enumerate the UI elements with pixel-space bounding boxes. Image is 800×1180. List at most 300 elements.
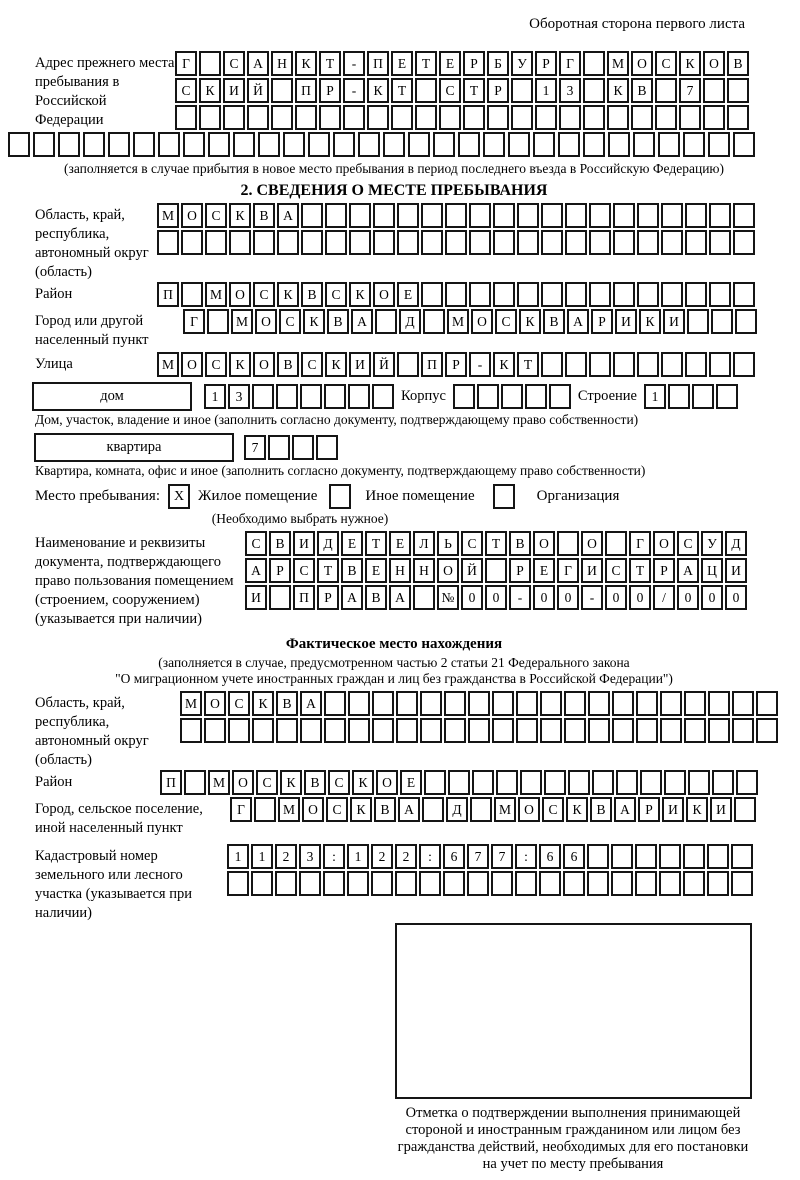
- char-box[interactable]: [421, 203, 443, 228]
- char-box[interactable]: [8, 132, 30, 157]
- char-box[interactable]: [588, 718, 610, 743]
- char-box[interactable]: [493, 230, 515, 255]
- char-box[interactable]: [736, 770, 758, 795]
- char-box[interactable]: А: [614, 797, 636, 822]
- char-box[interactable]: [727, 105, 749, 130]
- char-box[interactable]: О: [302, 797, 324, 822]
- char-box[interactable]: [324, 718, 346, 743]
- char-box[interactable]: [358, 132, 380, 157]
- char-box[interactable]: [563, 871, 585, 896]
- char-box[interactable]: [444, 691, 466, 716]
- char-box[interactable]: С: [253, 282, 275, 307]
- char-box[interactable]: [707, 871, 729, 896]
- char-box[interactable]: О: [533, 531, 555, 556]
- char-box[interactable]: М: [231, 309, 253, 334]
- char-box[interactable]: 1: [251, 844, 273, 869]
- char-box[interactable]: О: [471, 309, 493, 334]
- char-box[interactable]: [199, 105, 221, 130]
- char-box[interactable]: В: [365, 585, 387, 610]
- char-box[interactable]: [228, 718, 250, 743]
- char-box[interactable]: М: [607, 51, 629, 76]
- char-box[interactable]: [501, 384, 523, 409]
- char-box[interactable]: 0: [701, 585, 723, 610]
- char-box[interactable]: С: [495, 309, 517, 334]
- char-box[interactable]: Р: [638, 797, 660, 822]
- char-box[interactable]: [184, 770, 206, 795]
- char-box[interactable]: [685, 230, 707, 255]
- char-box[interactable]: Т: [463, 78, 485, 103]
- char-box[interactable]: О: [232, 770, 254, 795]
- char-box[interactable]: К: [229, 352, 251, 377]
- char-box[interactable]: [491, 871, 513, 896]
- char-box[interactable]: №: [437, 585, 459, 610]
- char-box[interactable]: [637, 352, 659, 377]
- char-box[interactable]: [415, 78, 437, 103]
- char-box[interactable]: [517, 203, 539, 228]
- char-box[interactable]: [708, 132, 730, 157]
- char-box[interactable]: А: [677, 558, 699, 583]
- char-box[interactable]: С: [461, 531, 483, 556]
- char-box[interactable]: В: [341, 558, 363, 583]
- char-box[interactable]: [685, 203, 707, 228]
- char-box[interactable]: [397, 230, 419, 255]
- char-box[interactable]: И: [223, 78, 245, 103]
- char-box[interactable]: И: [349, 352, 371, 377]
- char-box[interactable]: [467, 871, 489, 896]
- char-box[interactable]: [324, 691, 346, 716]
- char-box[interactable]: 0: [677, 585, 699, 610]
- char-box[interactable]: А: [389, 585, 411, 610]
- char-box[interactable]: [733, 282, 755, 307]
- char-box[interactable]: Р: [509, 558, 531, 583]
- char-box[interactable]: [508, 132, 530, 157]
- char-box[interactable]: [564, 691, 586, 716]
- char-box[interactable]: [252, 384, 274, 409]
- char-box[interactable]: С: [256, 770, 278, 795]
- char-box[interactable]: В: [631, 78, 653, 103]
- char-box[interactable]: О: [373, 282, 395, 307]
- char-box[interactable]: -: [581, 585, 603, 610]
- char-box[interactable]: Й: [373, 352, 395, 377]
- char-box[interactable]: [424, 770, 446, 795]
- char-box[interactable]: [433, 132, 455, 157]
- char-box[interactable]: [637, 282, 659, 307]
- char-box[interactable]: [205, 230, 227, 255]
- char-box[interactable]: [371, 871, 393, 896]
- char-box[interactable]: К: [303, 309, 325, 334]
- char-box[interactable]: [611, 844, 633, 869]
- char-box[interactable]: [708, 718, 730, 743]
- char-box[interactable]: К: [349, 282, 371, 307]
- char-box[interactable]: [448, 770, 470, 795]
- char-box[interactable]: М: [208, 770, 230, 795]
- char-box[interactable]: [731, 844, 753, 869]
- char-box[interactable]: [535, 105, 557, 130]
- char-box[interactable]: [458, 132, 480, 157]
- char-box[interactable]: [733, 203, 755, 228]
- char-box[interactable]: А: [277, 203, 299, 228]
- char-box[interactable]: С: [228, 691, 250, 716]
- char-box[interactable]: Г: [175, 51, 197, 76]
- char-box[interactable]: [607, 105, 629, 130]
- char-box[interactable]: 3: [299, 844, 321, 869]
- char-box[interactable]: [533, 132, 555, 157]
- char-box[interactable]: М: [205, 282, 227, 307]
- char-box[interactable]: Р: [653, 558, 675, 583]
- char-box[interactable]: [711, 309, 733, 334]
- char-box[interactable]: [472, 770, 494, 795]
- char-box[interactable]: К: [566, 797, 588, 822]
- char-box[interactable]: С: [439, 78, 461, 103]
- char-box[interactable]: Е: [439, 51, 461, 76]
- char-box[interactable]: И: [710, 797, 732, 822]
- char-box[interactable]: [517, 282, 539, 307]
- char-box[interactable]: [631, 105, 653, 130]
- char-box[interactable]: [709, 282, 731, 307]
- char-box[interactable]: О: [253, 352, 275, 377]
- char-box[interactable]: [683, 844, 705, 869]
- char-box[interactable]: [660, 718, 682, 743]
- char-box[interactable]: [683, 132, 705, 157]
- char-box[interactable]: [468, 691, 490, 716]
- char-box[interactable]: [640, 770, 662, 795]
- char-box[interactable]: Н: [413, 558, 435, 583]
- char-box[interactable]: [733, 352, 755, 377]
- char-box[interactable]: В: [304, 770, 326, 795]
- char-box[interactable]: [612, 718, 634, 743]
- char-box[interactable]: К: [519, 309, 541, 334]
- char-box[interactable]: 7: [679, 78, 701, 103]
- char-box[interactable]: [276, 384, 298, 409]
- char-box[interactable]: [271, 105, 293, 130]
- char-box[interactable]: [661, 230, 683, 255]
- char-box[interactable]: С: [205, 352, 227, 377]
- char-box[interactable]: [661, 203, 683, 228]
- char-box[interactable]: Е: [533, 558, 555, 583]
- char-box[interactable]: М: [157, 352, 179, 377]
- char-box[interactable]: [684, 691, 706, 716]
- char-box[interactable]: [372, 384, 394, 409]
- char-box[interactable]: [733, 132, 755, 157]
- char-box[interactable]: 6: [563, 844, 585, 869]
- char-box[interactable]: [343, 105, 365, 130]
- char-box[interactable]: [661, 352, 683, 377]
- char-box[interactable]: Г: [230, 797, 252, 822]
- char-box[interactable]: Р: [487, 78, 509, 103]
- char-box[interactable]: [655, 78, 677, 103]
- char-box[interactable]: О: [631, 51, 653, 76]
- char-box[interactable]: [655, 105, 677, 130]
- char-box[interactable]: [469, 203, 491, 228]
- char-box[interactable]: [688, 770, 710, 795]
- char-box[interactable]: [271, 78, 293, 103]
- char-box[interactable]: [333, 132, 355, 157]
- char-box[interactable]: [564, 718, 586, 743]
- char-box[interactable]: Л: [413, 531, 435, 556]
- char-box[interactable]: 2: [395, 844, 417, 869]
- char-box[interactable]: [541, 203, 563, 228]
- char-box[interactable]: [613, 282, 635, 307]
- char-box[interactable]: Т: [365, 531, 387, 556]
- char-box[interactable]: [661, 282, 683, 307]
- char-box[interactable]: [583, 132, 605, 157]
- char-box[interactable]: [453, 384, 475, 409]
- char-box[interactable]: О: [181, 203, 203, 228]
- char-box[interactable]: 6: [539, 844, 561, 869]
- char-box[interactable]: [583, 78, 605, 103]
- char-box[interactable]: Р: [463, 51, 485, 76]
- char-box[interactable]: Г: [629, 531, 651, 556]
- char-box[interactable]: Ц: [701, 558, 723, 583]
- char-box[interactable]: П: [157, 282, 179, 307]
- char-box[interactable]: [549, 384, 571, 409]
- char-box[interactable]: Г: [557, 558, 579, 583]
- char-box[interactable]: Р: [319, 78, 341, 103]
- char-box[interactable]: [583, 51, 605, 76]
- char-box[interactable]: И: [663, 309, 685, 334]
- char-box[interactable]: Т: [517, 352, 539, 377]
- char-box[interactable]: [391, 105, 413, 130]
- char-box[interactable]: [373, 203, 395, 228]
- char-box[interactable]: О: [437, 558, 459, 583]
- char-box[interactable]: О: [255, 309, 277, 334]
- char-box[interactable]: [423, 309, 445, 334]
- char-box[interactable]: [408, 132, 430, 157]
- char-box[interactable]: К: [352, 770, 374, 795]
- char-box[interactable]: 0: [725, 585, 747, 610]
- char-box[interactable]: [540, 691, 562, 716]
- char-box[interactable]: Е: [400, 770, 422, 795]
- char-box[interactable]: О: [204, 691, 226, 716]
- char-box[interactable]: В: [509, 531, 531, 556]
- char-box[interactable]: Г: [183, 309, 205, 334]
- char-box[interactable]: В: [276, 691, 298, 716]
- stay-type-checkbox-other[interactable]: [329, 484, 351, 509]
- char-box[interactable]: [421, 282, 443, 307]
- char-box[interactable]: О: [581, 531, 603, 556]
- char-box[interactable]: [587, 871, 609, 896]
- char-box[interactable]: /: [653, 585, 675, 610]
- char-box[interactable]: К: [325, 352, 347, 377]
- char-box[interactable]: [180, 718, 202, 743]
- char-box[interactable]: [708, 691, 730, 716]
- char-box[interactable]: [223, 105, 245, 130]
- char-box[interactable]: [229, 230, 251, 255]
- char-box[interactable]: [413, 585, 435, 610]
- char-box[interactable]: [613, 352, 635, 377]
- char-box[interactable]: [251, 871, 273, 896]
- char-box[interactable]: [158, 132, 180, 157]
- char-box[interactable]: [157, 230, 179, 255]
- char-box[interactable]: 0: [557, 585, 579, 610]
- char-box[interactable]: 1: [644, 384, 666, 409]
- char-box[interactable]: [756, 718, 778, 743]
- char-box[interactable]: [485, 558, 507, 583]
- char-box[interactable]: Т: [415, 51, 437, 76]
- char-box[interactable]: [541, 352, 563, 377]
- char-box[interactable]: [420, 718, 442, 743]
- char-box[interactable]: С: [328, 770, 350, 795]
- char-box[interactable]: [683, 871, 705, 896]
- char-box[interactable]: 0: [605, 585, 627, 610]
- char-box[interactable]: [733, 230, 755, 255]
- char-box[interactable]: С: [326, 797, 348, 822]
- char-box[interactable]: [703, 105, 725, 130]
- char-box[interactable]: [477, 384, 499, 409]
- char-box[interactable]: [568, 770, 590, 795]
- char-box[interactable]: С: [605, 558, 627, 583]
- char-box[interactable]: [469, 230, 491, 255]
- char-box[interactable]: [589, 282, 611, 307]
- char-box[interactable]: И: [293, 531, 315, 556]
- char-box[interactable]: [439, 105, 461, 130]
- char-box[interactable]: О: [518, 797, 540, 822]
- char-box[interactable]: [253, 230, 275, 255]
- char-box[interactable]: [445, 230, 467, 255]
- char-box[interactable]: [659, 871, 681, 896]
- char-box[interactable]: С: [223, 51, 245, 76]
- char-box[interactable]: [325, 203, 347, 228]
- char-box[interactable]: [716, 384, 738, 409]
- char-box[interactable]: О: [703, 51, 725, 76]
- char-box[interactable]: [511, 78, 533, 103]
- char-box[interactable]: А: [245, 558, 267, 583]
- char-box[interactable]: 6: [443, 844, 465, 869]
- char-box[interactable]: [204, 718, 226, 743]
- char-box[interactable]: [492, 691, 514, 716]
- char-box[interactable]: [277, 230, 299, 255]
- char-box[interactable]: [396, 691, 418, 716]
- char-box[interactable]: К: [493, 352, 515, 377]
- char-box[interactable]: [589, 230, 611, 255]
- char-box[interactable]: [395, 871, 417, 896]
- apartment-box-label[interactable]: квартира: [34, 433, 234, 462]
- char-box[interactable]: [367, 105, 389, 130]
- char-box[interactable]: Б: [487, 51, 509, 76]
- char-box[interactable]: [544, 770, 566, 795]
- char-box[interactable]: К: [607, 78, 629, 103]
- char-box[interactable]: Р: [591, 309, 613, 334]
- char-box[interactable]: [373, 230, 395, 255]
- char-box[interactable]: [83, 132, 105, 157]
- char-box[interactable]: [301, 203, 323, 228]
- char-box[interactable]: [300, 718, 322, 743]
- char-box[interactable]: [269, 585, 291, 610]
- char-box[interactable]: [588, 691, 610, 716]
- char-box[interactable]: Й: [461, 558, 483, 583]
- char-box[interactable]: П: [293, 585, 315, 610]
- char-box[interactable]: К: [367, 78, 389, 103]
- char-box[interactable]: В: [543, 309, 565, 334]
- char-box[interactable]: С: [279, 309, 301, 334]
- char-box[interactable]: [348, 718, 370, 743]
- char-box[interactable]: К: [295, 51, 317, 76]
- char-box[interactable]: [557, 531, 579, 556]
- char-box[interactable]: [419, 871, 441, 896]
- char-box[interactable]: [372, 718, 394, 743]
- char-box[interactable]: [308, 132, 330, 157]
- char-box[interactable]: [247, 105, 269, 130]
- char-box[interactable]: Т: [485, 531, 507, 556]
- char-box[interactable]: [664, 770, 686, 795]
- char-box[interactable]: [679, 105, 701, 130]
- char-box[interactable]: [468, 718, 490, 743]
- char-box[interactable]: А: [567, 309, 589, 334]
- char-box[interactable]: [347, 871, 369, 896]
- char-box[interactable]: 1: [204, 384, 226, 409]
- char-box[interactable]: К: [350, 797, 372, 822]
- char-box[interactable]: [516, 691, 538, 716]
- char-box[interactable]: И: [581, 558, 603, 583]
- char-box[interactable]: Н: [389, 558, 411, 583]
- char-box[interactable]: 2: [275, 844, 297, 869]
- char-box[interactable]: К: [686, 797, 708, 822]
- char-box[interactable]: [348, 691, 370, 716]
- char-box[interactable]: [493, 282, 515, 307]
- char-box[interactable]: [659, 844, 681, 869]
- char-box[interactable]: Д: [725, 531, 747, 556]
- char-box[interactable]: [492, 718, 514, 743]
- char-box[interactable]: К: [252, 691, 274, 716]
- char-box[interactable]: [349, 203, 371, 228]
- char-box[interactable]: К: [679, 51, 701, 76]
- char-box[interactable]: У: [511, 51, 533, 76]
- char-box[interactable]: [396, 718, 418, 743]
- char-box[interactable]: А: [247, 51, 269, 76]
- char-box[interactable]: [252, 718, 274, 743]
- char-box[interactable]: Т: [319, 51, 341, 76]
- char-box[interactable]: О: [376, 770, 398, 795]
- char-box[interactable]: В: [374, 797, 396, 822]
- char-box[interactable]: [583, 105, 605, 130]
- char-box[interactable]: [712, 770, 734, 795]
- char-box[interactable]: :: [419, 844, 441, 869]
- char-box[interactable]: :: [323, 844, 345, 869]
- char-box[interactable]: [420, 691, 442, 716]
- char-box[interactable]: П: [421, 352, 443, 377]
- char-box[interactable]: [565, 230, 587, 255]
- char-box[interactable]: 1: [227, 844, 249, 869]
- char-box[interactable]: [709, 230, 731, 255]
- char-box[interactable]: [635, 871, 657, 896]
- char-box[interactable]: С: [542, 797, 564, 822]
- char-box[interactable]: Е: [389, 531, 411, 556]
- char-box[interactable]: [637, 230, 659, 255]
- char-box[interactable]: Т: [629, 558, 651, 583]
- char-box[interactable]: К: [229, 203, 251, 228]
- char-box[interactable]: У: [701, 531, 723, 556]
- char-box[interactable]: К: [280, 770, 302, 795]
- char-box[interactable]: С: [245, 531, 267, 556]
- char-box[interactable]: [613, 230, 635, 255]
- char-box[interactable]: 0: [629, 585, 651, 610]
- char-box[interactable]: [493, 203, 515, 228]
- char-box[interactable]: Е: [365, 558, 387, 583]
- char-box[interactable]: [254, 797, 276, 822]
- char-box[interactable]: [565, 352, 587, 377]
- char-box[interactable]: Т: [391, 78, 413, 103]
- char-box[interactable]: [637, 203, 659, 228]
- char-box[interactable]: [496, 770, 518, 795]
- char-box[interactable]: [540, 718, 562, 743]
- char-box[interactable]: -: [509, 585, 531, 610]
- char-box[interactable]: П: [295, 78, 317, 103]
- char-box[interactable]: Д: [446, 797, 468, 822]
- char-box[interactable]: [541, 282, 563, 307]
- char-box[interactable]: [684, 718, 706, 743]
- char-box[interactable]: [668, 384, 690, 409]
- char-box[interactable]: С: [293, 558, 315, 583]
